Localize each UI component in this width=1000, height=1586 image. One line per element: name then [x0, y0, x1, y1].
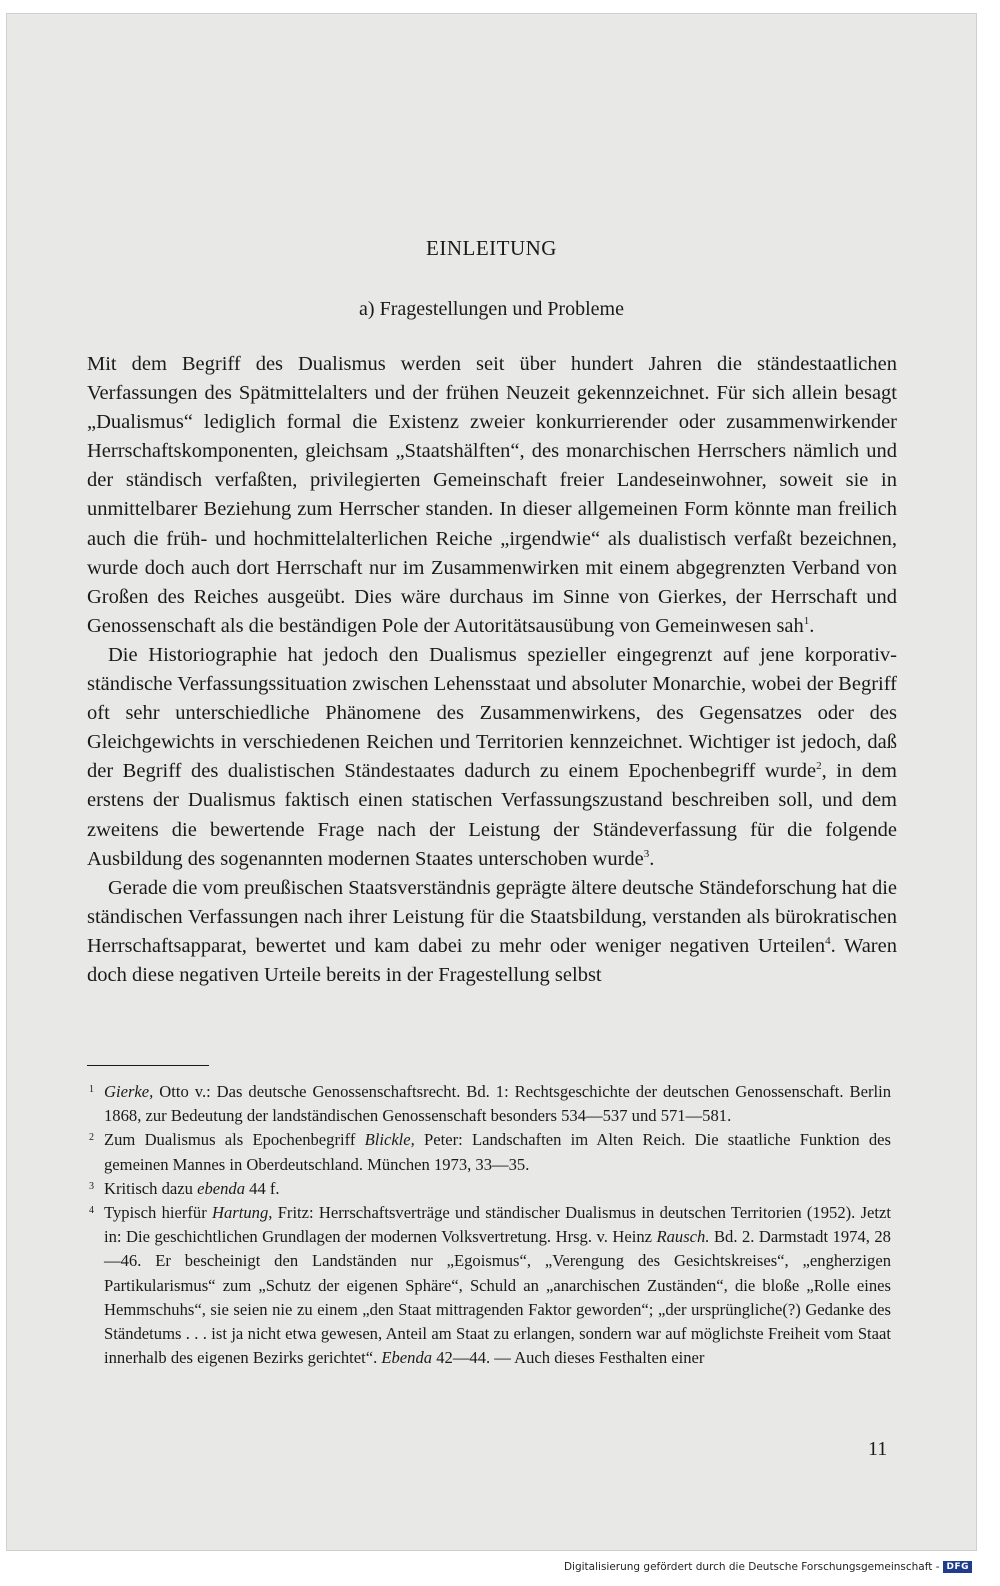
footnote-marker: 4 — [825, 935, 831, 948]
digitization-credit — [564, 1561, 972, 1573]
footnote-number: 1 — [89, 1084, 94, 1095]
text-run: Otto v.: Das deutsche Genossenschaftsrecht. Bd. 1: Rechtsgeschichte der deutschen Genossenschaft. Berlin 1868, zur Bedeutung der landständischen Genossenschaft besonders 534—537 und 571—581. — [104, 1082, 891, 1126]
section-title: a) Fragestellungen und Probleme — [359, 298, 624, 320]
footnote-marker: 2 — [816, 760, 822, 773]
text-run: Peter: Landschaften im Alten Reich. Die staatliche Funktion des gemeinen Mannes in Oberdeutschland. München 1973, 33—35. — [104, 1130, 891, 1174]
footnotes — [87, 1080, 891, 1370]
text-run: Zum Dualismus als Epochenbegriff — [104, 1130, 365, 1150]
text-run: Fritz: Herrschaftsverträge und ständischer Dualismus in deutschen Territorien (1952). Jetzt in: Die geschichtlichen Grundlagen der modernen Volksvertretung. Hrsg. v. Heinz — [104, 1203, 891, 1247]
paragraph-1 — [87, 350, 897, 641]
text-run: . — [649, 847, 655, 870]
author-name: Gierke, — [104, 1082, 154, 1101]
text-run: Die Historiographie hat jedoch den Dualismus spezieller eingegrenzt auf jene korporativständische Verfassungssituation zwischen Lehensstaat und absoluter Monarchie, wobei der Begriff oft sehr unterschiedliche Phänomene des Zusammenwirkens, des Gegensatzes oder des Gleichgewichts in verschiedenen Reichen und Territorien kennzeichnet. Wichtiger ist jedoch, daß der Begriff des dualistischen Ständestaates dadurch zu einem Epochenbegriff wurde — [87, 643, 897, 783]
credit-text: Digitalisierung gefördert durch die Deutsche Forschungsgemeinschaft - — [563, 1561, 940, 1573]
text-run: . Waren doch diese negativen Urteile bereits in der Fragestellung selbst — [87, 934, 897, 986]
text-run: Gerade die vom preußischen Staatsverständnis geprägte ältere deutsche Ständeforschung hat die ständischen Verfassungen nach ihrer Leistung für die Staatsbildung, verstanden als bürokratischen Herrschaftsapparat, bewertet und kam dabei zu mehr oder weniger negativen Urteilen — [87, 876, 897, 957]
paragraph-2 — [87, 641, 897, 874]
footnote-number: 2 — [89, 1132, 94, 1144]
footnote-rule — [87, 1065, 209, 1066]
text-run: . — [809, 614, 815, 637]
footnote-2 — [87, 1128, 891, 1176]
footnote-number: 3 — [89, 1180, 94, 1192]
paragraph-3 — [87, 874, 897, 990]
text-run: Typisch hierfür — [104, 1203, 213, 1223]
text-run: Mit dem Begriff des Dualismus werden seit über hundert Jahren die ständestaatlichen Verfassungen des Spätmittelalters und der frühen Neuzeit gekennzeichnet. Für sich allein besagt „Dualismus“ lediglich formal die Existenz zweier konkurrierender oder zusammenwirkender Herrschaftskomponenten, gleichsam „Staatshälften“, des monarchischen Herrschers nämlich und der ständisch verfaßten, privilegierten Gemeinschaft freier Landeseinwohner, soweit sie in unmittelbarer Beziehung zum Herrscher standen. In dieser allgemeinen Form könnte man freilich auch die früh- und hochmittelalterlichen Reiche „irgendwie“ als dualistisch verfaßt bezeichnen, wurde doch auch dort Herrschaft nur im Zusammenwirken mit einem abgegrenzten Verband von Großen des Reiches ausgeübt. Dies wäre durchaus im Sinne von Gierkes, der Herrschaft und Genossenschaft als die beständigen Pole der Autoritätsausübung von Gemeinwesen sah — [87, 353, 897, 637]
footnote-3 — [87, 1177, 891, 1201]
body-text — [87, 350, 897, 990]
reference-word: Ebenda — [381, 1348, 433, 1368]
author-name: Blickle, — [364, 1130, 415, 1150]
footnote-number: 4 — [89, 1205, 94, 1217]
dfg-logo-icon: DFG — [943, 1561, 972, 1573]
text-run: 44 f. — [245, 1178, 280, 1198]
footnote-1 — [87, 1080, 891, 1128]
chapter-title: EINLEITUNG — [426, 236, 557, 260]
reference-word: ebenda — [197, 1178, 246, 1198]
text-run: Bd. 2. Darmstadt 1974, 28—46. Er bescheinigt den Landständen nur „Egoismus“, „Verengung des Gesichtskreises“, „engherzigen Partikularismus“ zum „Schutz der eigenen Sphäre“, Schuld an „anarchischen Zuständen“, die bloße „Rolle eines Hemmschuhs“, sie seien nie zu einem „den Staat mittragenden Faktor geworden“; „der ursprüngliche(?) Gedanke des Ständetums . . . ist ja nicht etwa gewesen, Anteil am Staat zu erlangen, sondern war auf möglichste Freiheit vom Staat innerhalb des eigenen Bezirks gerichtet“. — [104, 1227, 891, 1368]
text-run: Kritisch dazu — [104, 1178, 198, 1198]
author-name: Rausch. — [656, 1227, 710, 1247]
footnote-marker: 3 — [643, 847, 650, 860]
text-run: , in dem erstens der Dualismus faktisch einen statischen Verfassungszustand beschreiben soll, und dem zweitens die bewertende Frage nach der Leistung der Ständeverfassung für die folgende Ausbildung des sogenannten modernen Staates unterschoben wurde — [87, 760, 897, 870]
text-run: 42—44. — Auch dieses Festhalten einer — [432, 1348, 705, 1368]
footnote-marker: 1 — [803, 615, 810, 628]
scanned-page — [6, 13, 977, 1551]
page-number: 11 — [868, 1438, 888, 1460]
footnote-4 — [87, 1201, 891, 1370]
author-name: Hartung, — [212, 1203, 273, 1223]
